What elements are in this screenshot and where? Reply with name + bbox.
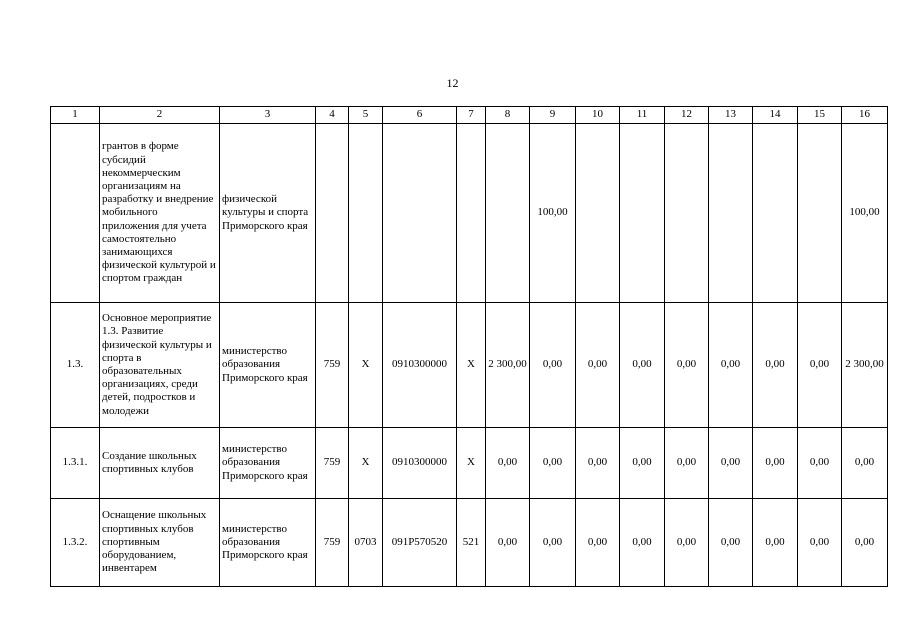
cell-executor: физической культуры и спорта Приморского края <box>220 124 316 303</box>
cell-expense-type: Х <box>457 303 486 428</box>
column-header: 14 <box>753 107 798 124</box>
cell-total: 0,00 <box>842 499 888 587</box>
column-header: 8 <box>486 107 530 124</box>
cell-amount-col9: 0,00 <box>530 499 576 587</box>
cell-amount-col10: 0,00 <box>576 428 620 499</box>
cell-amount-col14: 0,00 <box>753 428 798 499</box>
budget-table <box>50 106 888 587</box>
cell-amount-col8: 2 300,00 <box>486 303 530 428</box>
cell-amount-col10 <box>576 124 620 303</box>
cell-description: Основное мероприятие 1.3. Развитие физической культуры и спорта в образовательных организациях, среди детей, подростков и молодежи <box>100 303 220 428</box>
column-header: 3 <box>220 107 316 124</box>
cell-target-article: 091Р570520 <box>383 499 457 587</box>
cell-amount-col15: 0,00 <box>798 303 842 428</box>
column-header: 9 <box>530 107 576 124</box>
cell-description: Оснащение школьных спортивных клубов спортивным оборудованием, инвентарем <box>100 499 220 587</box>
cell-description: Создание школьных спортивных клубов <box>100 428 220 499</box>
cell-number: 1.3.1. <box>51 428 100 499</box>
cell-executor: министерство образования Приморского края <box>220 499 316 587</box>
cell-target-article: 0910300000 <box>383 303 457 428</box>
cell-amount-col12: 0,00 <box>665 499 709 587</box>
cell-number: 1.3. <box>51 303 100 428</box>
page-number: 12 <box>446 76 459 90</box>
column-header: 1 <box>51 107 100 124</box>
table-row <box>51 303 888 428</box>
cell-amount-col12: 0,00 <box>665 303 709 428</box>
cell-number <box>51 124 100 303</box>
cell-amount-col12 <box>665 124 709 303</box>
cell-grbs: 759 <box>316 428 349 499</box>
cell-amount-col12: 0,00 <box>665 428 709 499</box>
column-header: 6 <box>383 107 457 124</box>
cell-amount-col13: 0,00 <box>709 428 753 499</box>
cell-expense-type <box>457 124 486 303</box>
column-header: 11 <box>620 107 665 124</box>
cell-expense-type: Х <box>457 428 486 499</box>
cell-number: 1.3.2. <box>51 499 100 587</box>
cell-amount-col8: 0,00 <box>486 428 530 499</box>
cell-section: Х <box>349 428 383 499</box>
column-header: 5 <box>349 107 383 124</box>
cell-amount-col9: 100,00 <box>530 124 576 303</box>
column-header: 2 <box>100 107 220 124</box>
cell-expense-type: 521 <box>457 499 486 587</box>
cell-target-article: 0910300000 <box>383 428 457 499</box>
column-header: 4 <box>316 107 349 124</box>
cell-section: 0703 <box>349 499 383 587</box>
cell-section: Х <box>349 303 383 428</box>
cell-amount-col11: 0,00 <box>620 428 665 499</box>
cell-amount-col13: 0,00 <box>709 303 753 428</box>
cell-total: 2 300,00 <box>842 303 888 428</box>
table-row <box>51 499 888 587</box>
cell-executor: министерство образования Приморского края <box>220 303 316 428</box>
cell-amount-col9: 0,00 <box>530 428 576 499</box>
table-header-row <box>51 107 888 124</box>
cell-amount-col14: 0,00 <box>753 303 798 428</box>
column-header: 13 <box>709 107 753 124</box>
cell-amount-col15 <box>798 124 842 303</box>
cell-executor: министерство образования Приморского края <box>220 428 316 499</box>
cell-amount-col10: 0,00 <box>576 499 620 587</box>
cell-section <box>349 124 383 303</box>
cell-amount-col9: 0,00 <box>530 303 576 428</box>
table-row <box>51 428 888 499</box>
cell-amount-col11 <box>620 124 665 303</box>
cell-amount-col11: 0,00 <box>620 499 665 587</box>
cell-amount-col11: 0,00 <box>620 303 665 428</box>
cell-target-article <box>383 124 457 303</box>
column-header: 10 <box>576 107 620 124</box>
column-header: 12 <box>665 107 709 124</box>
column-header: 7 <box>457 107 486 124</box>
table-row <box>51 124 888 303</box>
cell-amount-col13: 0,00 <box>709 499 753 587</box>
cell-grbs: 759 <box>316 303 349 428</box>
cell-description: грантов в форме субсидий некоммерческим организациям на разработку и внедрение мобильного приложения для учета самостоятельно занимающихся физической культурой и спортом граждан <box>100 124 220 303</box>
column-header: 15 <box>798 107 842 124</box>
cell-amount-col8: 0,00 <box>486 499 530 587</box>
cell-amount-col15: 0,00 <box>798 499 842 587</box>
cell-grbs: 759 <box>316 499 349 587</box>
cell-amount-col14 <box>753 124 798 303</box>
cell-amount-col14: 0,00 <box>753 499 798 587</box>
cell-total: 100,00 <box>842 124 888 303</box>
cell-amount-col13 <box>709 124 753 303</box>
cell-amount-col8 <box>486 124 530 303</box>
column-header: 16 <box>842 107 888 124</box>
cell-amount-col15: 0,00 <box>798 428 842 499</box>
cell-total: 0,00 <box>842 428 888 499</box>
cell-grbs <box>316 124 349 303</box>
cell-amount-col10: 0,00 <box>576 303 620 428</box>
